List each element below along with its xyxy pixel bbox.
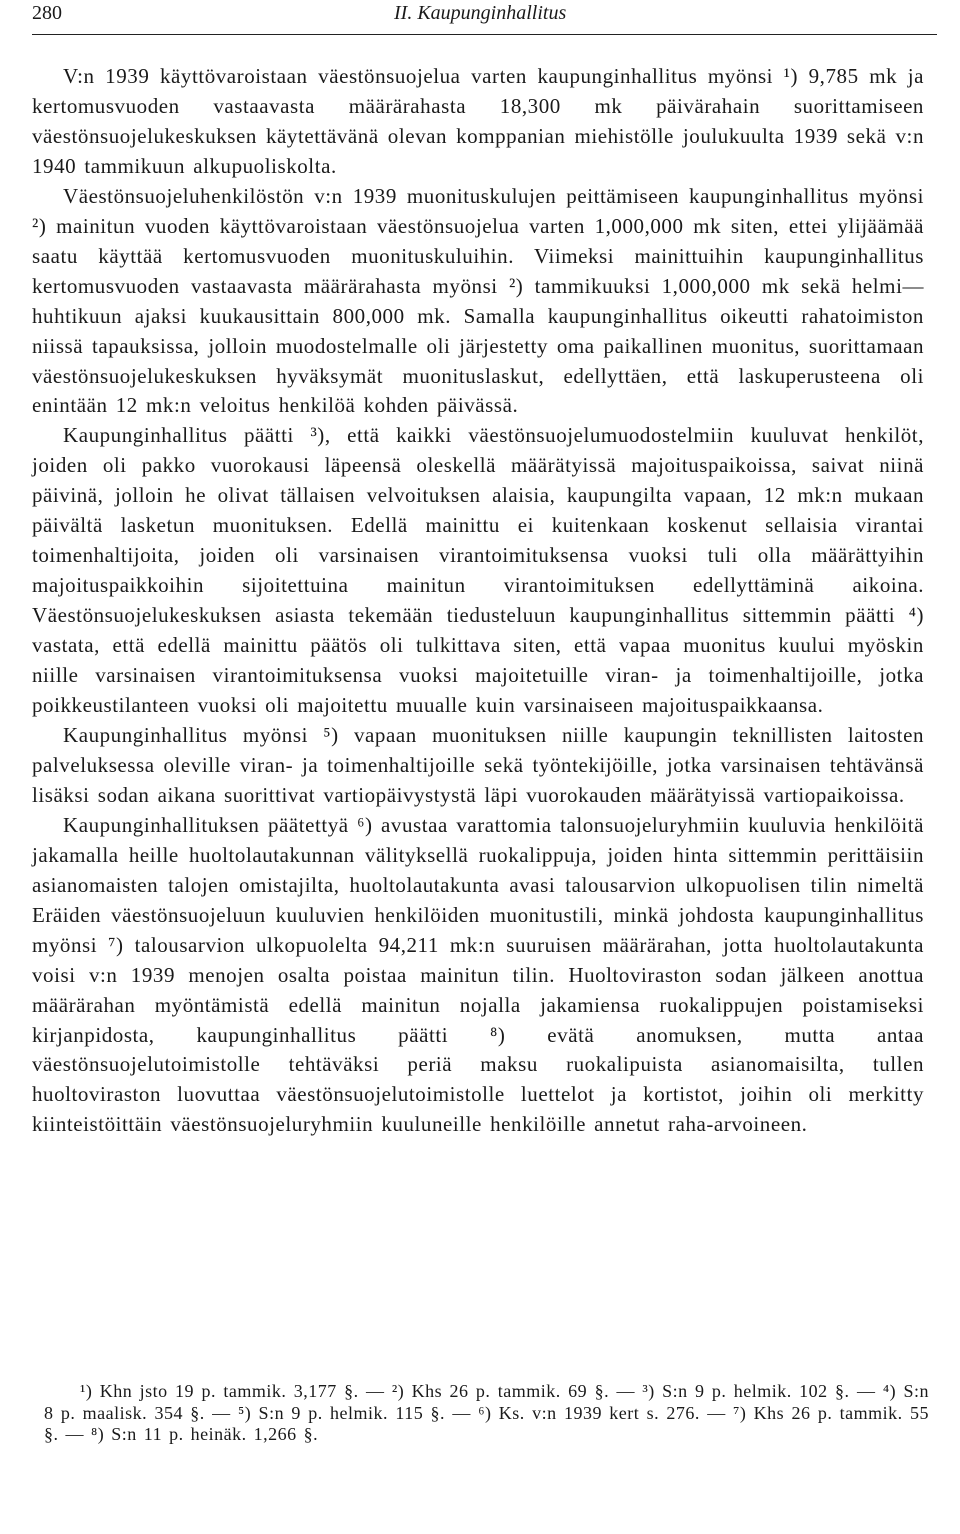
page-header: [32, 0, 937, 35]
body-text: [32, 62, 924, 1140]
paragraph: Kaupunginhallitus päätti ³), että kaikki väestönsuojelumuodostelmiin kuuluvat henkilöt, joiden oli pakko vuorokausi läpeensä oleskellä määrätyissä majoituspaikoissa, saivat niinä päivinä, jolloin he olivat tällaisen velvoituksen alaisia, kaupungilta vapaan, 12 mk:n mukaan päivältä lasketun muonituksen. Edellä mainittu ei kuitenkaan koskenut sellaisia virantai toimenhaltijoita, joiden oli varsinaisen virantoimituksensa vuoksi tuli olla määrättyihin majoituspaikkoihin sijoitettuina mainitun virantoimituksen edellyttäminä aikoina. Väestönsuojelukeskuksen asiasta tekemään tiedusteluun kaupunginhallitus sittemmin päätti ⁴) vastata, että edellä mainittu päätös oli tulkittava siten, että vapaa muonitus kuului myöskin niille varsinaisen virantoimituksensa vuoksi majoitetuille viran- ja toimenhaltijoille, jotka poikkeustilanteen vuoksi oli majoitettu muualle kuin varsinaiseen majoituspaikkaansa.: [32, 423, 924, 718]
running-title: II. Kaupunginhallitus: [394, 2, 567, 24]
page-number: 280: [32, 2, 62, 24]
paragraph: Kaupunginhallitus myönsi ⁵) vapaan muonituksen niille kaupungin teknillisten laitosten palveluksessa oleville viran- ja toimenhaltijoille sekä työntekijöille, jotka varsinaisen tehtävänsä lisäksi sodan aikana suorittivat vartiopäivystystä läpi vuorokauden määrätyissä vartiopaikoissa.: [32, 722, 924, 807]
paragraph: V:n 1939 käyttövaroistaan väestönsuojelua varten kaupunginhallitus myönsi ¹) 9,785 mk ja kertomusvuoden vastaavasta määrärahasta 18,300 mk päivärahain suorittamiseen väestönsuojelukeskuksen käytettävänä olevan komppanian miehistölle joulukuulta 1939 sekä v:n 1940 tammikuun alkupuoliskolta.: [32, 64, 924, 178]
footnotes: [44, 1381, 929, 1446]
paragraph: Väestönsuojeluhenkilöstön v:n 1939 muonituskulujen peittämiseen kaupunginhallitus myönsi ²) mainitun vuoden käyttövaroistaan väestönsuojelua varten 1,000,000 mk siten, ettei ylijäämää saatu käyttää kertomusvuoden muonituskuluihin. Viimeksi mainittuihin kaupunginhallitus kertomusvuoden vastaavasta määrärahasta myönsi ²) tammikuuksi 1,000,000 mk sekä helmi—huhtikuun ajaksi kuukausittain 800,000 mk. Samalla kaupunginhallitus oikeutti rahatoimiston niissä tapauksissa, jolloin muodostelmalle oli järjestetty oma paikallinen muonitus, suorittamaan väestönsuojelukeskuksen hyväksymät muonituslaskut, edellyttäen, että laskuperusteena oli enintään 12 mk:n veloitus henkilöä kohden päivässä.: [32, 183, 924, 418]
footnote-text: ¹) Khn jsto 19 p. tammik. 3,177 §. — ²) Khs 26 p. tammik. 69 §. — ³) S:n 9 p. helmik. 102 §. — ⁴) S:n 8 p. maalisk. 354 §. — ⁵) S:n 9 p. helmik. 115 §. — ⁶) Ks. v:n 1939 kert s. 276. — ⁷) Khs 26 p. tammik. 55 §. — ⁸) S:n 11 p. heinäk. 1,266 §.: [44, 1381, 929, 1444]
paragraph: Kaupunginhallituksen päätettyä ⁶) avustaa varattomia talonsuojeluryhmiin kuuluvia henkilöitä jakamalla heille huoltolautakunnan välityksellä ruokalippuja, joiden hinta sittemmin perittäisiin asianomaisten talojen omistajilta, huoltolautakunta avasi talousarvion ulkopuolisen tilin nimeltä Eräiden väestönsuojeluun kuuluvien henkilöiden muonitustili, minkä johdosta kaupunginhallitus myönsi ⁷) talousarvion ulkopuolelta 94,211 mk:n suuruisen määrärahan, jotta huoltolautakunta voisi v:n 1939 menojen osalta poistaa mainitun tilin. Huoltoviraston sodan jälkeen anottua määrärahan myöntämistä edellä mainitun nojalla jakamiensa ruokalippujen poistamiseksi kirjanpidosta, kaupunginhallitus päätti ⁸) evätä anomuksen, mutta antaa väestönsuojelutoimistolle tehtäväksi periä maksu ruokalipuista asianomaisilta, tullen huoltoviraston luovuttaa väestönsuojelutoimistolle luettelot ja kortistot, joihin oli merkitty kiinteistöittäin väestönsuojeluryhmiin kuuluneille henkilöille annetut raha-arvoineen.: [32, 812, 924, 1137]
